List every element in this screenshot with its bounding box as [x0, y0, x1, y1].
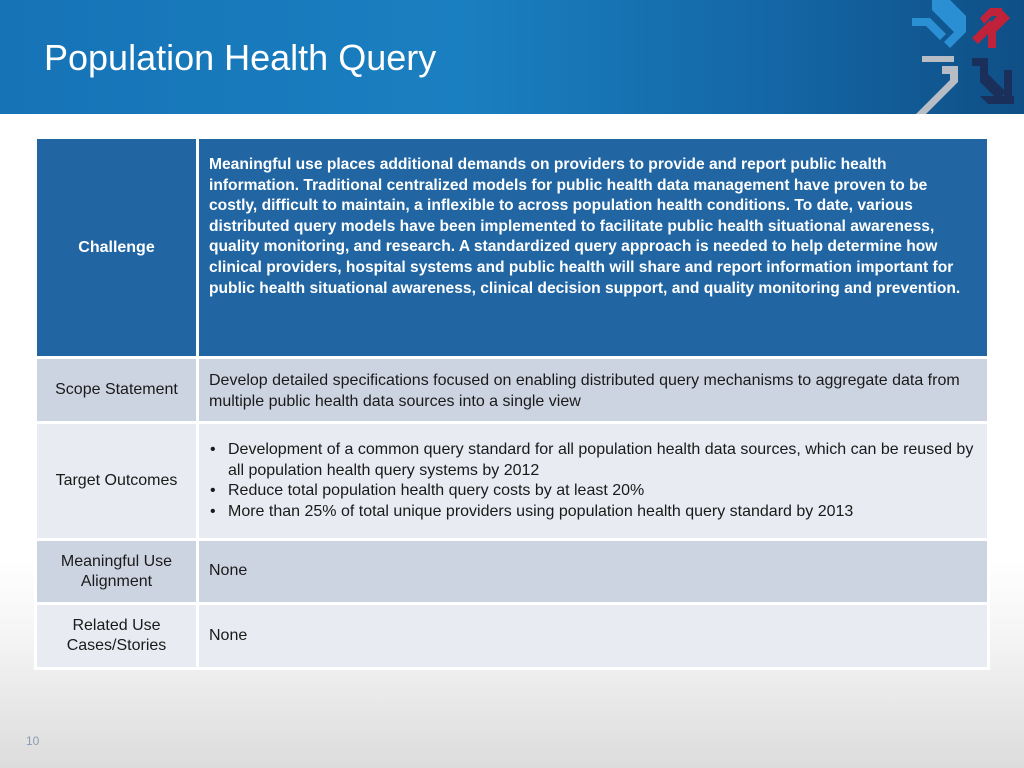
target-outcomes-list — [209, 440, 975, 522]
logo-arrow-blue — [932, 0, 966, 48]
table-row-target-outcomes — [36, 423, 989, 540]
logo-arrow-navy — [972, 58, 1006, 100]
page-title: Population Health Query — [44, 37, 437, 78]
page-number: 10 — [26, 734, 40, 748]
list-item — [209, 481, 975, 502]
scope-text: Develop detailed specifications focused on enabling distributed query mechanisms to aggregate data from multiple public health data sources into a single view — [198, 358, 989, 423]
challenge-text: Meaningful use places additional demands on providers to provide and report public health information. Traditional centralized models for public health data management have proven to be costly, difficult to maintain, a inflexible to across population health conditions. To date, various distributed query models have been implemented to facilitate public health situational awareness, quality monitoring, and research. A standardized query approach is needed to help determine how clinical providers, hospital systems and public health will share and report information important for public health situational awareness, clinical decision support, and quality monitoring and prevention. — [198, 138, 989, 358]
outcome-text: More than 25% of total unique providers using population health query standard by 2013 — [228, 502, 854, 520]
target-outcomes-cell — [198, 423, 989, 540]
bullet-icon: • — [210, 482, 216, 499]
row-label-target-outcomes: Target Outcomes — [36, 423, 198, 540]
bullet-icon: • — [210, 441, 216, 458]
table-row-mu-alignment — [36, 540, 989, 604]
row-label-related-use-cases: Related Use Cases/Stories — [36, 604, 198, 669]
related-use-cases-text: None — [198, 604, 989, 669]
bullet-icon: • — [210, 502, 216, 520]
outcome-text: Development of a common query standard for all population health data sources, which can be reused by all population health query systems by 2012 — [228, 441, 974, 479]
table-row-challenge — [36, 138, 989, 358]
outcome-text: Reduce total population health query costs by at least 20% — [228, 482, 645, 499]
logo-arrows-icon — [884, 0, 1024, 114]
list-item — [209, 502, 975, 523]
list-item — [209, 440, 975, 481]
row-label-challenge: Challenge — [36, 138, 198, 358]
table-row-related-use-cases — [36, 604, 989, 669]
mu-alignment-text: None — [198, 540, 989, 604]
table-row-scope — [36, 358, 989, 423]
slide-header — [0, 0, 1024, 114]
logo-arrow-gray — [908, 66, 958, 114]
row-label-scope: Scope Statement — [36, 358, 198, 423]
query-summary-table — [34, 136, 990, 670]
row-label-mu-alignment: Meaningful Use Alignment — [36, 540, 198, 604]
